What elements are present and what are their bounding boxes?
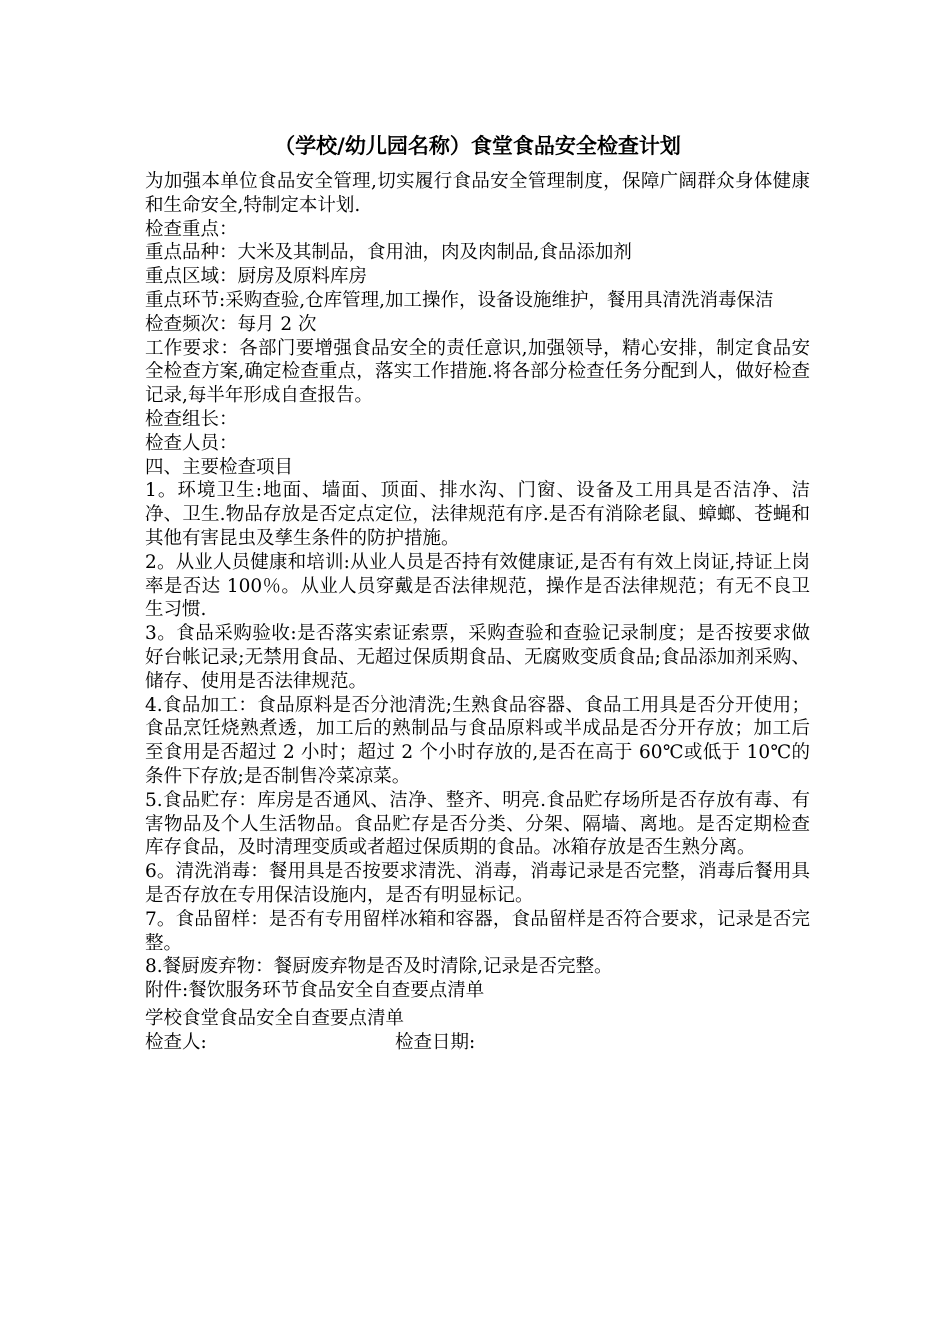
- document-title: （学校/幼儿园名称）食堂食品安全检查计划: [274, 134, 681, 158]
- members-line: 检查人员：: [145, 432, 238, 454]
- frequency-line: 检查频次：每月 2 次: [145, 313, 317, 335]
- check-item: 5.食品贮存：库房是否通风、洁净、整齐、明亮.食品贮存场所是否存放有毒、有害物品及个人生活物品。食品贮存是否分类、分架、隔墙、离地。是否定期检查库存食品，及时清理变质或者超过保质期的食品。冰箱存放是否生熟分离。: [145, 789, 810, 859]
- check-item: 4.食品加工：食品原料是否分池清洗;生熟食品容器、食品工用具是否分开使用；食品烹饪烧熟煮透，加工后的熟制品与食品原料或半成品是否分开存放；加工后至食用是否超过 2 小时；超过 2 个小时存放的,是否在高于 60℃或低于 10℃的条件下存放;是否制售冷菜凉菜。: [145, 694, 810, 787]
- focus-steps-line: 重点环节:采购查验,仓库管理,加工操作，设备设施维护，餐用具清洗消毒保洁: [145, 289, 774, 311]
- focus-heading: 检查重点：: [145, 218, 238, 240]
- signature-row: [145, 1031, 810, 1055]
- inspection-date-label: 检查日期:: [395, 1031, 476, 1053]
- attachment-line: 附件:餐饮服务环节食品安全自查要点清单: [145, 980, 485, 1002]
- check-item: 8.餐厨废弃物：餐厨废弃物是否及时清除,记录是否完整。: [145, 956, 613, 978]
- intro-paragraph: 为加强本单位食品安全管理,切实履行食品安全管理制度，保障广阔群众身体健康和生命安全,特制定本计划.: [145, 171, 810, 216]
- checklist-title: 学校食堂食品安全自查要点清单: [145, 1007, 405, 1029]
- focus-areas-line: 重点区域：厨房及原料库房: [145, 266, 368, 288]
- requirements-paragraph: 工作要求：各部门要增强食品安全的责任意识,加强领导，精心安排，制定食品安全检查方案,确定检查重点，落实工作措施.将各部分检查任务分配到人，做好检查记录,每半年形成自查报告。: [145, 337, 810, 407]
- focus-items-line: 重点品种：大米及其制品，食用油，肉及肉制品,食品添加剂: [145, 242, 632, 264]
- inspector-label: 检查人:: [145, 1031, 207, 1053]
- document-page: [145, 128, 810, 1054]
- check-item: 3。食品采购验收:是否落实索证索票，采购查验和查验记录制度；是否按要求做好台帐记录;无禁用食品、无超过保质期食品、无腐败变质食品;食品添加剂采购、储存、使用是否法律规范。: [145, 623, 810, 692]
- check-item: 6。清洗消毒：餐用具是否按要求清洗、消毒，消毒记录是否完整，消毒后餐用具是否存放在专用保洁设施内，是否有明显标记。: [145, 861, 810, 906]
- check-item: 7。食品留样：是否有专用留样冰箱和容器，食品留样是否符合要求，记录是否完整。: [145, 908, 810, 954]
- check-item: 1。环境卫生:地面、墙面、顶面、排水沟、门窗、设备及工用具是否洁净、洁净、卫生.物品存放是否定点定位，法律规范有序.是否有消除老鼠、蟑螂、苍蝇和其他有害昆虫及孳生条件的防护措施。: [145, 480, 810, 549]
- check-item: 2。从业人员健康和培训:从业人员是否持有效健康证,是否有有效上岗证,持证上岗率是否达 100％。从业人员穿戴是否法律规范，操作是否法律规范；有无不良卫生习惯.: [145, 551, 810, 621]
- items-heading: 四、主要检查项目: [145, 456, 294, 478]
- leader-line: 检查组长：: [145, 408, 238, 430]
